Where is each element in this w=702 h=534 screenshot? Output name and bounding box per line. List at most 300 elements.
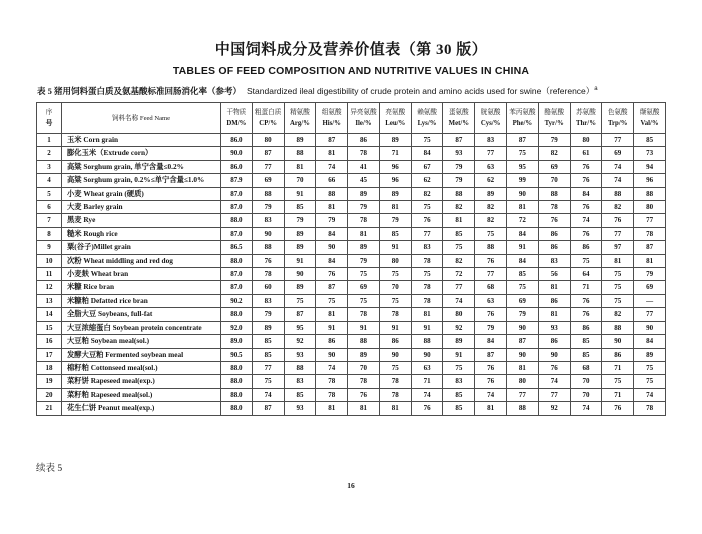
value-cell: 76 xyxy=(538,361,570,374)
column-header: 酪氨酸 Tyr/% xyxy=(538,103,570,134)
table-row xyxy=(37,402,666,415)
value-cell: 88.0 xyxy=(221,308,253,321)
column-header: 缬氨酸 Val/% xyxy=(634,103,666,134)
row-number: 18 xyxy=(37,361,62,374)
value-cell: 93 xyxy=(538,321,570,334)
value-cell: 84 xyxy=(475,335,507,348)
value-cell: 69 xyxy=(602,147,634,160)
value-cell: 92 xyxy=(538,402,570,415)
value-cell: 86 xyxy=(570,241,602,254)
value-cell: 88.0 xyxy=(221,388,253,401)
column-header: 饲料名称 Feed Name xyxy=(62,103,221,134)
value-cell: 84 xyxy=(316,227,348,240)
value-cell: 79 xyxy=(348,254,380,267)
value-cell: 87 xyxy=(284,308,316,321)
value-cell: 85 xyxy=(443,388,475,401)
value-cell: 78 xyxy=(411,294,443,307)
value-cell: 91 xyxy=(379,321,411,334)
value-cell: 90.0 xyxy=(221,147,253,160)
value-cell: 74 xyxy=(475,388,507,401)
value-cell: 90 xyxy=(538,348,570,361)
value-cell: 92 xyxy=(284,335,316,348)
value-cell: 81 xyxy=(507,361,539,374)
value-cell: 88 xyxy=(634,187,666,200)
value-cell: 87.9 xyxy=(221,174,253,187)
value-cell: 86.0 xyxy=(221,134,253,147)
feed-name: 高粱 Sorghum grain, 单宁含量≤0.2% xyxy=(62,160,221,173)
feed-name: 大豆浓缩蛋白 Soybean protein concentrate xyxy=(62,321,221,334)
value-cell: 78 xyxy=(379,375,411,388)
value-cell: 85 xyxy=(634,134,666,147)
feed-name: 大豆粕 Soybean meal(sol.) xyxy=(62,335,221,348)
value-cell: 81 xyxy=(379,402,411,415)
value-cell: 71 xyxy=(602,361,634,374)
value-cell: 86 xyxy=(538,227,570,240)
column-header: 粗蛋白质 CP/% xyxy=(252,103,284,134)
value-cell: 66 xyxy=(316,174,348,187)
value-cell: 96 xyxy=(379,160,411,173)
value-cell: 83 xyxy=(443,375,475,388)
value-cell: 62 xyxy=(411,174,443,187)
value-cell: 71 xyxy=(602,388,634,401)
value-cell: 77 xyxy=(475,268,507,281)
value-cell: 82 xyxy=(475,214,507,227)
value-cell: 79 xyxy=(443,174,475,187)
value-cell: 78 xyxy=(379,388,411,401)
value-cell: 85 xyxy=(570,335,602,348)
value-cell: 82 xyxy=(411,187,443,200)
feed-table-head xyxy=(37,103,666,134)
value-cell: 83 xyxy=(411,241,443,254)
value-cell: 86 xyxy=(316,335,348,348)
value-cell: 86 xyxy=(570,321,602,334)
value-cell: 89 xyxy=(284,281,316,294)
value-cell: 56 xyxy=(538,268,570,281)
value-cell: 71 xyxy=(570,281,602,294)
column-header: 蛋氨酸 Met/% xyxy=(443,103,475,134)
table-row xyxy=(37,268,666,281)
value-cell: 86 xyxy=(538,294,570,307)
value-cell: 87 xyxy=(507,134,539,147)
value-cell: 79 xyxy=(284,214,316,227)
value-cell: 96 xyxy=(634,174,666,187)
value-cell: 90 xyxy=(507,321,539,334)
value-cell: 81 xyxy=(284,160,316,173)
value-cell: 77 xyxy=(252,160,284,173)
table-caption-zh: 表 5 猪用饲料蛋白质及氨基酸标准回肠消化率（参考） xyxy=(37,86,242,96)
value-cell: 90 xyxy=(507,187,539,200)
value-cell: 82 xyxy=(602,308,634,321)
value-cell: 69 xyxy=(252,174,284,187)
value-cell: 81 xyxy=(316,308,348,321)
value-cell: 69 xyxy=(634,281,666,294)
value-cell: 62 xyxy=(475,174,507,187)
value-cell: 81 xyxy=(316,147,348,160)
value-cell: 96 xyxy=(379,174,411,187)
value-cell: 87.0 xyxy=(221,268,253,281)
value-cell: 78 xyxy=(316,388,348,401)
value-cell: 91 xyxy=(284,254,316,267)
row-number: 6 xyxy=(37,201,62,214)
value-cell: 76 xyxy=(348,388,380,401)
value-cell: 87 xyxy=(634,241,666,254)
value-cell: 86 xyxy=(538,241,570,254)
value-cell: 74 xyxy=(570,214,602,227)
value-cell: 88 xyxy=(602,321,634,334)
value-cell: 84 xyxy=(507,227,539,240)
value-cell: 79 xyxy=(252,308,284,321)
value-cell: 89 xyxy=(475,187,507,200)
value-cell: 82 xyxy=(538,147,570,160)
value-cell: 74 xyxy=(316,160,348,173)
value-cell: 94 xyxy=(634,160,666,173)
value-cell: 81 xyxy=(634,254,666,267)
table-row xyxy=(37,147,666,160)
value-cell: 78 xyxy=(411,254,443,267)
value-cell: 75 xyxy=(284,294,316,307)
value-cell: 79 xyxy=(316,214,348,227)
value-cell: 85 xyxy=(284,201,316,214)
value-cell: 78 xyxy=(348,308,380,321)
row-number: 17 xyxy=(37,348,62,361)
value-cell: 80 xyxy=(570,134,602,147)
value-cell: 87.0 xyxy=(221,227,253,240)
table-row xyxy=(37,281,666,294)
value-cell: 68 xyxy=(475,281,507,294)
value-cell: 71 xyxy=(411,375,443,388)
value-cell: 78 xyxy=(348,147,380,160)
value-cell: 76 xyxy=(570,201,602,214)
value-cell: 81 xyxy=(443,214,475,227)
column-header: 精氨酸 Arg/% xyxy=(284,103,316,134)
column-header: 亮氨酸 Leu/% xyxy=(379,103,411,134)
value-cell: 75 xyxy=(507,281,539,294)
value-cell: 90 xyxy=(379,348,411,361)
value-cell: 86.5 xyxy=(221,241,253,254)
value-cell: 91 xyxy=(443,348,475,361)
value-cell: 81 xyxy=(475,402,507,415)
value-cell: 76 xyxy=(475,254,507,267)
table-row xyxy=(37,134,666,147)
value-cell: 87 xyxy=(252,147,284,160)
value-cell: 89.0 xyxy=(221,335,253,348)
value-cell: 69 xyxy=(507,294,539,307)
value-cell: 76 xyxy=(475,375,507,388)
value-cell: 80 xyxy=(379,254,411,267)
value-cell: 90 xyxy=(602,335,634,348)
value-cell: 88 xyxy=(602,187,634,200)
value-cell: 70 xyxy=(379,281,411,294)
value-cell: 88.0 xyxy=(221,402,253,415)
value-cell: 85 xyxy=(252,335,284,348)
value-cell: 88 xyxy=(443,187,475,200)
value-cell: 86 xyxy=(602,348,634,361)
value-cell: 71 xyxy=(379,147,411,160)
value-cell: 91 xyxy=(507,241,539,254)
value-cell: 75 xyxy=(411,201,443,214)
value-cell: 82 xyxy=(475,201,507,214)
value-cell: 90 xyxy=(634,321,666,334)
value-cell: 84 xyxy=(507,254,539,267)
row-number: 16 xyxy=(37,335,62,348)
value-cell: 60 xyxy=(252,281,284,294)
value-cell: 82 xyxy=(602,201,634,214)
value-cell: 79 xyxy=(634,268,666,281)
row-number: 3 xyxy=(37,160,62,173)
value-cell: 75 xyxy=(379,294,411,307)
value-cell: 95 xyxy=(507,160,539,173)
row-number: 7 xyxy=(37,214,62,227)
value-cell: 93 xyxy=(284,402,316,415)
value-cell: 88.0 xyxy=(221,375,253,388)
value-cell: 90.5 xyxy=(221,348,253,361)
value-cell: 63 xyxy=(475,294,507,307)
value-cell: 84 xyxy=(411,147,443,160)
column-header: 色氨酸 Trp/% xyxy=(602,103,634,134)
value-cell: 70 xyxy=(348,361,380,374)
column-header: 胱氨酸 Cys/% xyxy=(475,103,507,134)
column-header: 苯丙氨酸 Phe/% xyxy=(507,103,539,134)
feed-name: 菜籽粕 Rapeseed meal(sol.) xyxy=(62,388,221,401)
column-header: 组氨酸 His/% xyxy=(316,103,348,134)
value-cell: 91 xyxy=(316,321,348,334)
row-number: 15 xyxy=(37,321,62,334)
value-cell: 89 xyxy=(252,321,284,334)
row-number: 4 xyxy=(37,174,62,187)
value-cell: 78 xyxy=(634,402,666,415)
value-cell: 87 xyxy=(316,134,348,147)
value-cell: 99 xyxy=(507,174,539,187)
value-cell: 90 xyxy=(316,348,348,361)
value-cell: 89 xyxy=(348,187,380,200)
table-row xyxy=(37,388,666,401)
value-cell: 89 xyxy=(348,241,380,254)
value-cell: 77 xyxy=(252,361,284,374)
value-cell: 90 xyxy=(284,268,316,281)
value-cell: 87 xyxy=(443,134,475,147)
value-cell: 75 xyxy=(443,241,475,254)
value-cell: 81 xyxy=(316,201,348,214)
value-cell: 88 xyxy=(348,335,380,348)
value-cell: 88 xyxy=(475,241,507,254)
value-cell: 88 xyxy=(411,335,443,348)
value-cell: 74 xyxy=(411,388,443,401)
column-header: 干物质 DM/% xyxy=(221,103,253,134)
value-cell: 78 xyxy=(379,308,411,321)
value-cell: 90 xyxy=(507,348,539,361)
value-cell: 72 xyxy=(443,268,475,281)
value-cell: 76 xyxy=(538,214,570,227)
column-header: 苏氨酸 Thr/% xyxy=(570,103,602,134)
value-cell: 77 xyxy=(507,388,539,401)
feed-name: 糙米 Rough rice xyxy=(62,227,221,240)
value-cell: 86 xyxy=(348,134,380,147)
page-number: 16 xyxy=(347,481,355,490)
value-cell: 88 xyxy=(284,361,316,374)
value-cell: 95 xyxy=(284,321,316,334)
table-row xyxy=(37,187,666,200)
value-cell: 86.0 xyxy=(221,160,253,173)
value-cell: 70 xyxy=(570,375,602,388)
value-cell: 86 xyxy=(538,335,570,348)
value-cell: 61 xyxy=(570,147,602,160)
value-cell: 77 xyxy=(475,147,507,160)
value-cell: 84 xyxy=(570,187,602,200)
value-cell: 75 xyxy=(348,268,380,281)
value-cell: 77 xyxy=(538,388,570,401)
value-cell: 88 xyxy=(252,187,284,200)
value-cell: 78 xyxy=(348,214,380,227)
feed-name: 米糠粕 Defatted rice bran xyxy=(62,294,221,307)
value-cell: 70 xyxy=(570,388,602,401)
value-cell: 74 xyxy=(443,294,475,307)
feed-name: 黑麦 Rye xyxy=(62,214,221,227)
value-cell: 87.0 xyxy=(221,201,253,214)
value-cell: 78 xyxy=(411,281,443,294)
value-cell: 75 xyxy=(602,268,634,281)
table-row xyxy=(37,375,666,388)
feed-name: 次粉 Wheat middling and red dog xyxy=(62,254,221,267)
value-cell: 45 xyxy=(348,174,380,187)
value-cell: 75 xyxy=(634,375,666,388)
column-header: 赖氨酸 Lys/% xyxy=(411,103,443,134)
value-cell: 76 xyxy=(475,361,507,374)
value-cell: 85 xyxy=(284,388,316,401)
value-cell: 79 xyxy=(348,201,380,214)
value-cell: 88 xyxy=(538,187,570,200)
value-cell: 79 xyxy=(379,214,411,227)
value-cell: 81 xyxy=(379,201,411,214)
value-cell: 88.0 xyxy=(221,361,253,374)
row-number: 2 xyxy=(37,147,62,160)
feed-name: 米糠 Rice bran xyxy=(62,281,221,294)
value-cell: 78 xyxy=(538,201,570,214)
value-cell: 85 xyxy=(443,227,475,240)
table-row xyxy=(37,294,666,307)
value-cell: 75 xyxy=(252,375,284,388)
table-row xyxy=(37,348,666,361)
value-cell: 79 xyxy=(252,201,284,214)
value-cell: 75 xyxy=(411,268,443,281)
value-cell: 75 xyxy=(602,281,634,294)
value-cell: 75 xyxy=(379,361,411,374)
value-cell: 74 xyxy=(602,174,634,187)
table-row xyxy=(37,201,666,214)
value-cell: 88.0 xyxy=(221,214,253,227)
value-cell: 83 xyxy=(538,254,570,267)
value-cell: 78 xyxy=(316,375,348,388)
feed-name: 大麦 Barley grain xyxy=(62,201,221,214)
feed-name: 膨化玉米（Extrude corn） xyxy=(62,147,221,160)
value-cell: 81 xyxy=(348,227,380,240)
value-cell: 75 xyxy=(634,361,666,374)
value-cell: 81 xyxy=(538,281,570,294)
value-cell: 82 xyxy=(443,254,475,267)
value-cell: 89 xyxy=(284,227,316,240)
value-cell: 87 xyxy=(475,348,507,361)
value-cell: 89 xyxy=(348,348,380,361)
row-number: 9 xyxy=(37,241,62,254)
value-cell: 91 xyxy=(411,321,443,334)
value-cell: 77 xyxy=(411,227,443,240)
value-cell: 80 xyxy=(634,201,666,214)
value-cell: 85 xyxy=(443,402,475,415)
value-cell: 70 xyxy=(284,174,316,187)
value-cell: 75 xyxy=(411,134,443,147)
table-row xyxy=(37,214,666,227)
value-cell: 89 xyxy=(379,134,411,147)
feed-table-head-row xyxy=(37,103,666,134)
table-caption xyxy=(37,85,702,97)
value-cell: 90.2 xyxy=(221,294,253,307)
value-cell: 76 xyxy=(475,308,507,321)
value-cell: 83 xyxy=(284,375,316,388)
value-cell: 69 xyxy=(348,281,380,294)
feed-name: 小麦 Wheat grain (硬质) xyxy=(62,187,221,200)
value-cell: 83 xyxy=(475,134,507,147)
value-cell: 88.0 xyxy=(221,254,253,267)
value-cell: 90 xyxy=(411,348,443,361)
row-number: 21 xyxy=(37,402,62,415)
value-cell: 79 xyxy=(538,134,570,147)
value-cell: 81 xyxy=(507,201,539,214)
row-number: 13 xyxy=(37,294,62,307)
value-cell: 76 xyxy=(570,308,602,321)
value-cell: 76 xyxy=(570,160,602,173)
value-cell: 79 xyxy=(507,308,539,321)
value-cell: 75 xyxy=(316,294,348,307)
value-cell: 75 xyxy=(348,294,380,307)
value-cell: 76 xyxy=(411,214,443,227)
value-cell: 97 xyxy=(602,241,634,254)
value-cell: 77 xyxy=(602,134,634,147)
value-cell: 74 xyxy=(316,361,348,374)
column-header: 序 号 xyxy=(37,103,62,134)
page-title: 中国饲料成分及营养价值表（第 30 版） xyxy=(214,42,488,58)
table-row xyxy=(37,174,666,187)
value-cell: — xyxy=(634,294,666,307)
value-cell: 74 xyxy=(602,160,634,173)
value-cell: 76 xyxy=(602,402,634,415)
value-cell: 89 xyxy=(443,335,475,348)
value-cell: 78 xyxy=(348,375,380,388)
value-cell: 74 xyxy=(252,388,284,401)
value-cell: 85 xyxy=(570,348,602,361)
value-cell: 84 xyxy=(634,335,666,348)
feed-name: 玉米 Corn grain xyxy=(62,134,221,147)
value-cell: 74 xyxy=(634,388,666,401)
value-cell: 81 xyxy=(602,254,634,267)
value-cell: 63 xyxy=(475,160,507,173)
row-number: 12 xyxy=(37,281,62,294)
row-number: 10 xyxy=(37,254,62,267)
value-cell: 72 xyxy=(507,214,539,227)
value-cell: 93 xyxy=(443,147,475,160)
value-cell: 74 xyxy=(570,402,602,415)
value-cell: 75 xyxy=(507,147,539,160)
value-cell: 67 xyxy=(411,160,443,173)
page-subtitle: TABLES OF FEED COMPOSITION AND NUTRITIVE VALUES IN CHINA xyxy=(172,65,530,77)
table-row xyxy=(37,335,666,348)
value-cell: 76 xyxy=(316,268,348,281)
value-cell: 77 xyxy=(634,308,666,321)
feed-name: 棉籽粕 Cottonseed meal(sol.) xyxy=(62,361,221,374)
value-cell: 78 xyxy=(252,268,284,281)
value-cell: 77 xyxy=(634,214,666,227)
feed-name: 粟(谷子)Millet grain xyxy=(62,241,221,254)
value-cell: 80 xyxy=(507,375,539,388)
value-cell: 87 xyxy=(507,335,539,348)
